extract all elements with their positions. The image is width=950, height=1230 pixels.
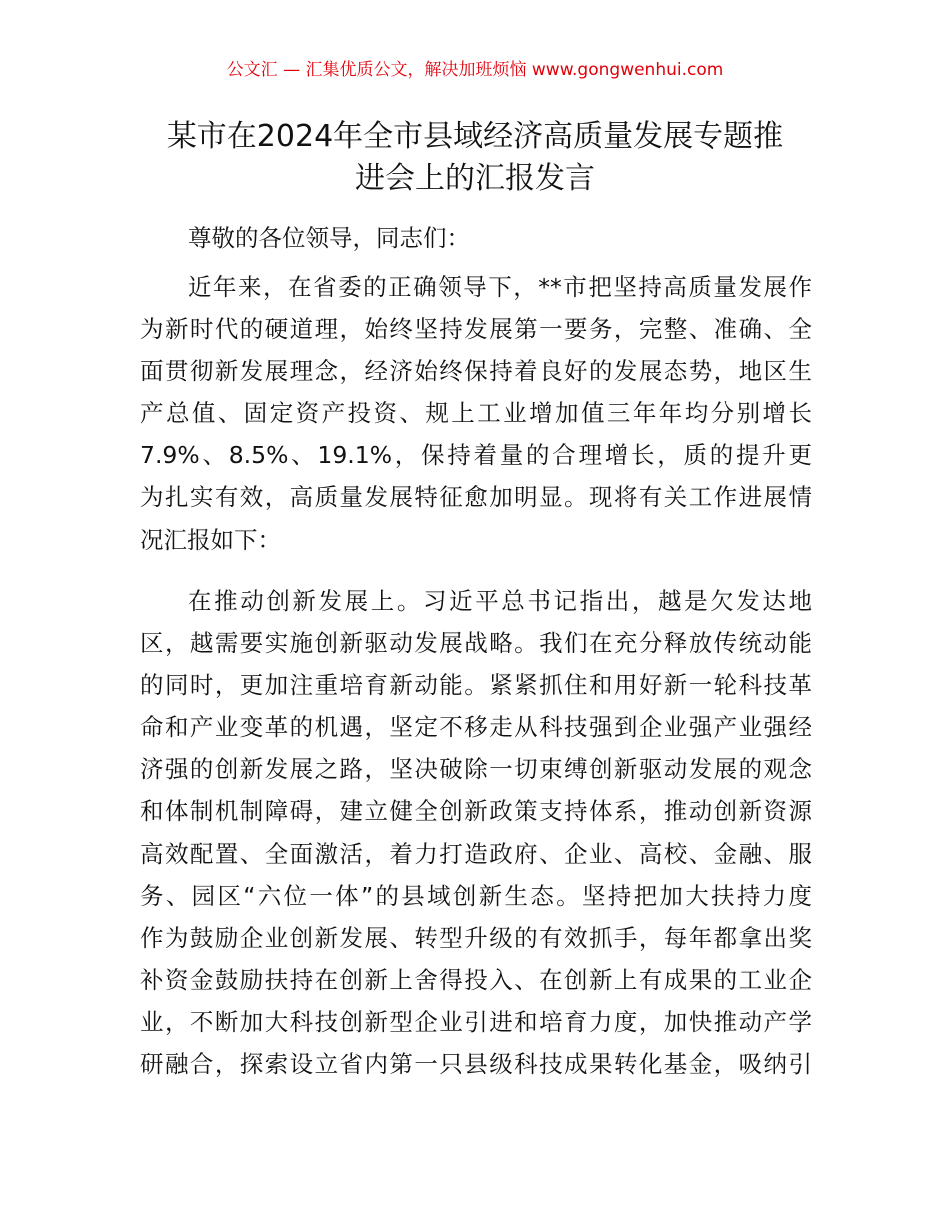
paragraph-line: 高效配置、全面激活，着力打造政府、企业、高校、金融、服: [140, 839, 812, 868]
paragraph-2: [140, 580, 812, 1085]
paragraph-line: 务、园区“六位一体”的县域创新生态。坚持把加大扶持力度: [140, 881, 812, 910]
paragraph-line: 和体制机制障碍，建立健全创新政策支持体系，推动创新资源: [140, 797, 812, 826]
paragraph-line: 为扎实有效，高质量发展特征愈加明显。现将有关工作进展情: [140, 483, 812, 512]
title-line-2: 进会上的汇报发言: [355, 161, 595, 196]
header-banner: 公文汇 — 汇集优质公文，解决加班烦恼 www.gongwenhui.com: [226, 60, 724, 80]
document-title: [120, 116, 830, 200]
title-line-1: 某市在2024年全市县域经济高质量发展专题推: [166, 119, 784, 154]
paragraph-line: 济强的创新发展之路，坚决破除一切束缚创新驱动发展的观念: [140, 755, 812, 784]
paragraph-line: 的同时，更加注重培育新动能。紧紧抓住和用好新一轮科技革: [140, 671, 812, 700]
paragraph-line: 面贯彻新发展理念，经济始终保持着良好的发展态势，地区生: [140, 357, 812, 386]
paragraph-line: 产总值、固定资产投资、规上工业增加值三年年均分别增长: [140, 399, 812, 428]
paragraph-line: 命和产业变革的机遇，坚定不移走从科技强到企业强产业强经: [140, 713, 812, 742]
paragraph-line: 为新时代的硬道理，始终坚持发展第一要务，完整、准确、全: [140, 315, 812, 344]
paragraph-line: 区，越需要实施创新驱动发展战略。我们在充分释放传统动能: [140, 629, 812, 658]
paragraph-line: 况汇报如下：: [140, 525, 281, 554]
paragraph-line: 7.9%、8.5%、19.1%，保持着量的合理增长，质的提升更: [140, 441, 812, 470]
paragraph-line: 业，不断加大科技创新型企业引进和培育力度，加快推动产学: [140, 1007, 812, 1036]
salutation: 尊敬的各位领导，同志们：: [188, 224, 470, 252]
paragraph-line: 在推动创新发展上。习近平总书记指出，越是欠发达地: [188, 587, 812, 615]
paragraph-line: 补资金鼓励扶持在创新上舍得投入、在创新上有成果的工业企: [140, 965, 812, 994]
paragraph-line: 近年来，在省委的正确领导下，**市把坚持高质量发展作: [188, 273, 812, 301]
paragraph-line: 作为鼓励企业创新发展、转型升级的有效抓手，每年都拿出奖: [140, 923, 812, 952]
paragraph-line: 研融合，探索设立省内第一只县级科技成果转化基金，吸纳引: [140, 1050, 812, 1079]
paragraph-1: [140, 266, 812, 561]
